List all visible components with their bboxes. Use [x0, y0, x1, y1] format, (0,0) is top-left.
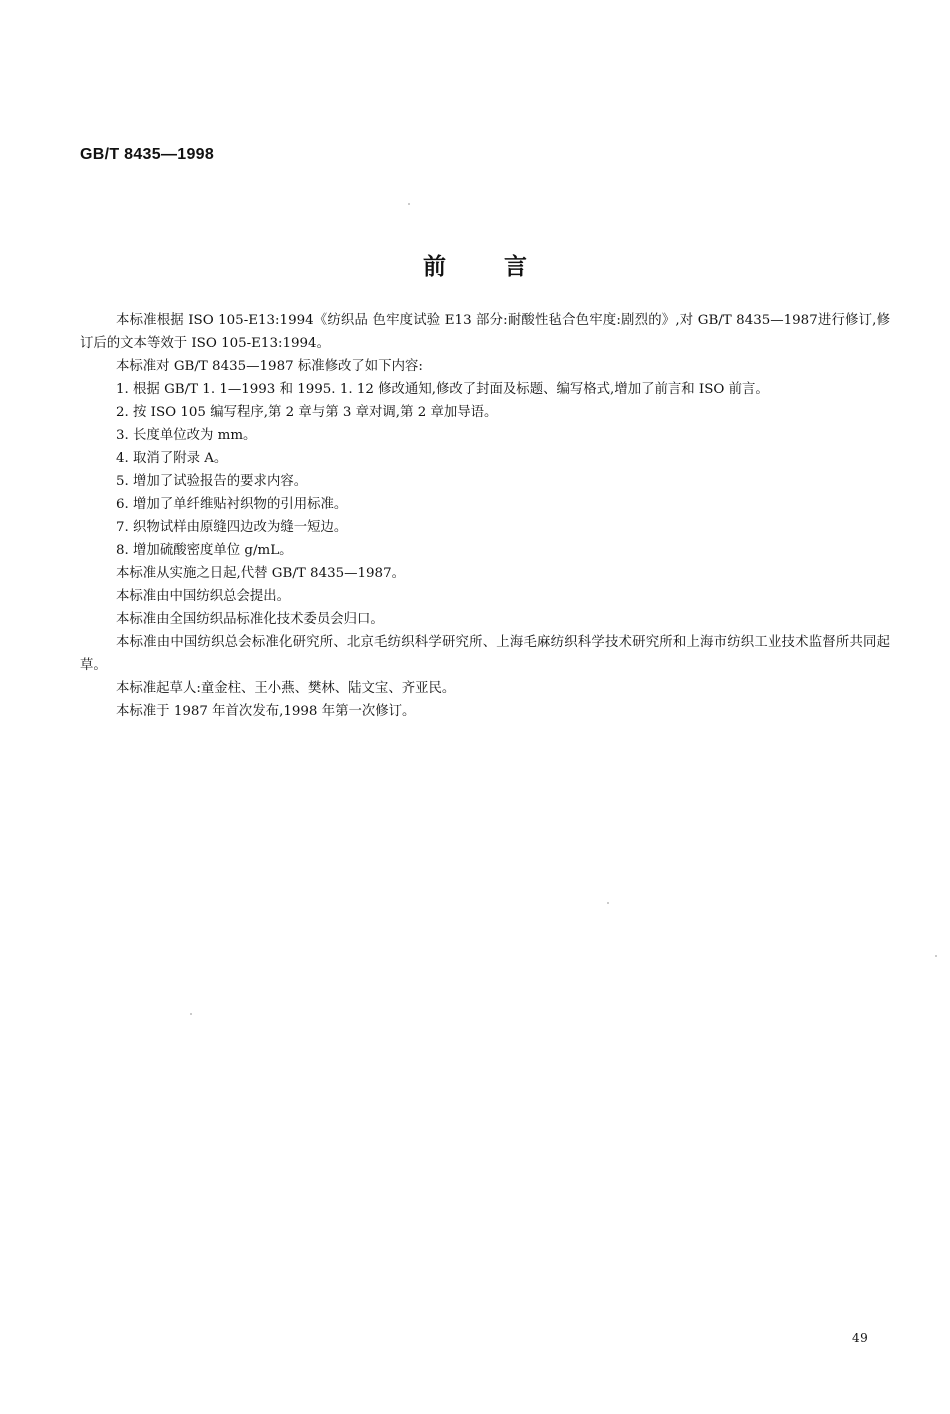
page-title: 前言 [423, 254, 585, 280]
list-item-4: 4. 取消了附录 A。 [116, 451, 228, 466]
foreword-body [80, 309, 890, 723]
scan-speck [607, 902, 609, 904]
scan-speck [190, 1013, 192, 1015]
list-item-3: 3. 长度单位改为 mm。 [116, 428, 257, 443]
paragraph-changes-intro: 本标准对 GB/T 8435—1987 标准修改了如下内容: [116, 359, 423, 374]
paragraph-drafted-by: 本标准由中国纺织总会标准化研究所、北京毛纺织科学研究所、上海毛麻纺织科学技术研究所和上海市纺织工业技术监督所共同起草。 [80, 635, 890, 673]
list-item-7: 7. 织物试样由原缝四边改为缝一短边。 [116, 520, 348, 535]
page-number: 49 [852, 1331, 869, 1345]
list-item-2: 2. 按 ISO 105 编写程序,第 2 章与第 3 章对调,第 2 章加导语。 [116, 405, 498, 420]
list-item-5: 5. 增加了试验报告的要求内容。 [116, 474, 308, 489]
standard-code: GB/T 8435—1998 [80, 146, 215, 163]
paragraph-centralized-by: 本标准由全国纺织品标准化技术委员会归口。 [116, 612, 384, 627]
paragraph-drafters: 本标准起草人:童金柱、王小燕、樊林、陆文宝、齐亚民。 [116, 681, 456, 696]
scan-speck [935, 955, 937, 957]
paragraph-replaces: 本标准从实施之日起,代替 GB/T 8435—1987。 [116, 566, 405, 581]
list-item-8: 8. 增加硫酸密度单位 g/mL。 [116, 543, 293, 558]
paragraph-basis: 本标准根据 ISO 105-E13:1994《纺织品 色牢度试验 E13 部分:耐酸性毡合色牢度:剧烈的》,对 GB/T 8435—1987进行修订,修订后的文本等效于 ISO 105-E13:1994。 [80, 313, 890, 351]
scan-speck [408, 203, 410, 205]
paragraph-history: 本标准于 1987 年首次发布,1998 年第一次修订。 [116, 704, 416, 719]
paragraph-proposed-by: 本标准由中国纺织总会提出。 [116, 589, 291, 604]
list-item-6: 6. 增加了单纤维贴衬织物的引用标准。 [116, 497, 348, 512]
list-item-1: 1. 根据 GB/T 1. 1—1993 和 1995. 1. 12 修改通知,修改了封面及标题、编写格式,增加了前言和 ISO 前言。 [116, 382, 769, 397]
